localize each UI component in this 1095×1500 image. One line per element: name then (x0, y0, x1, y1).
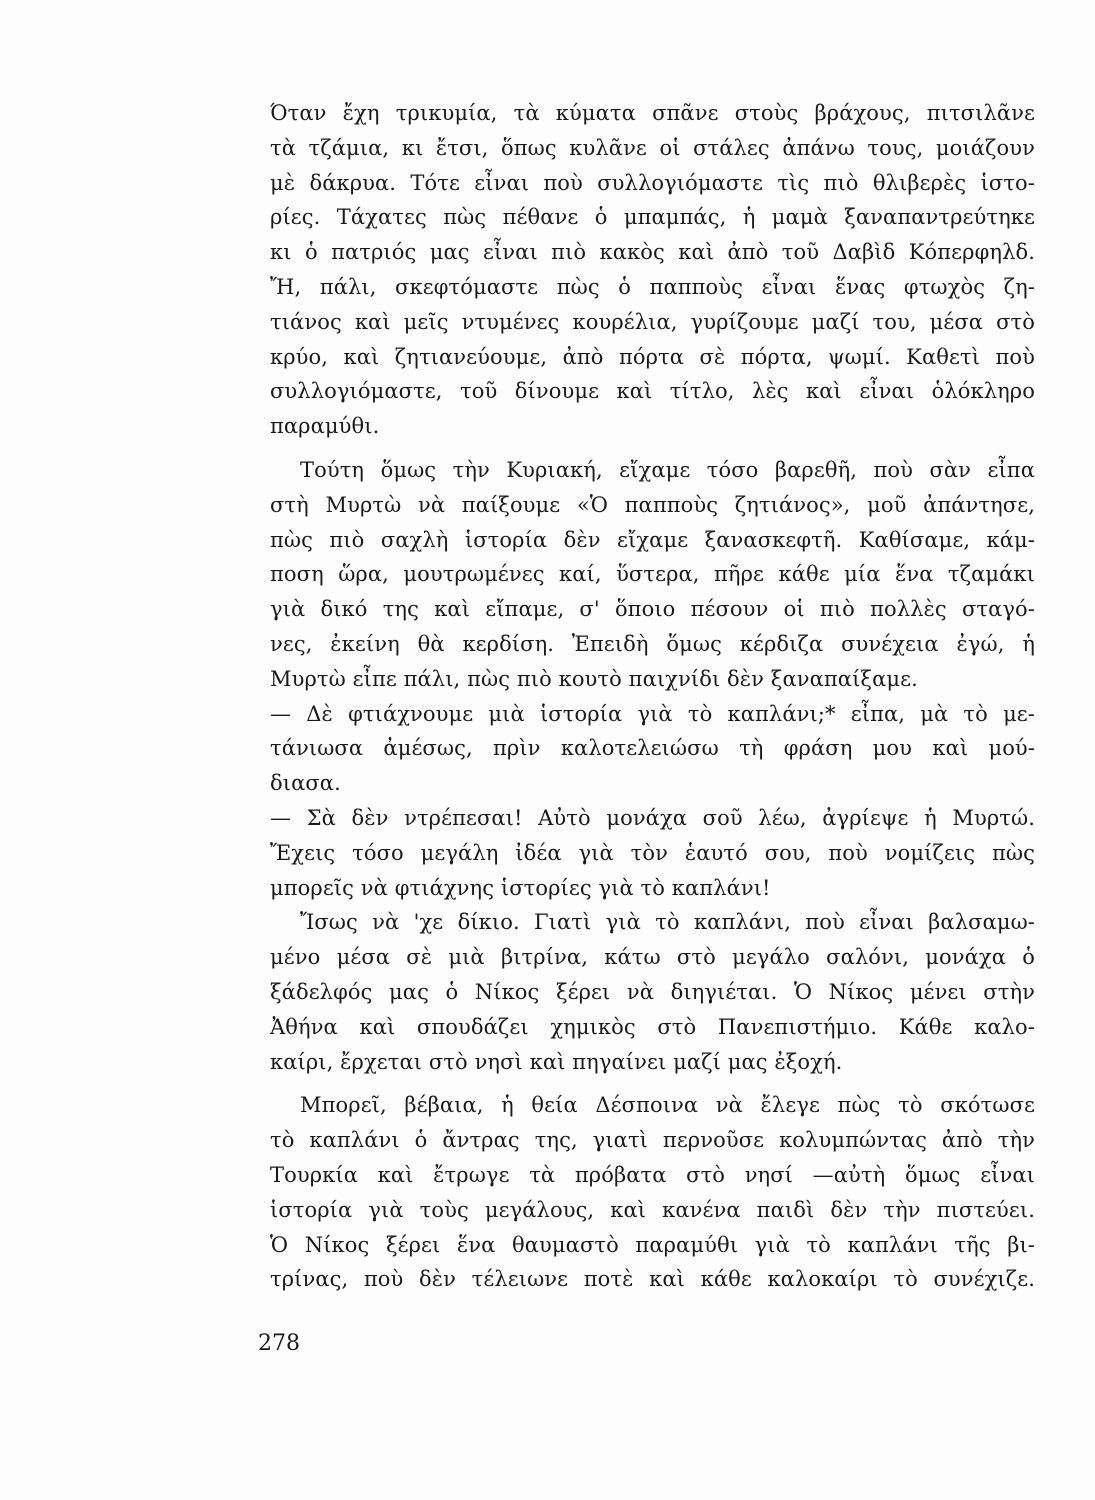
text-line: Μπορεῖ, βέβαια, ἡ θεία Δέσποινα νὰ ἔλεγε πὼς τὸ σκότωσε (300, 1093, 1035, 1118)
text-line: ρίες. Τάχατες πὼς πέθανε ὁ μπαμπάς, ἡ μαμὰ ξαναπαντρεύτηκε (270, 205, 1035, 230)
text-line: νες, ἐκείνη θὰ κερδίση. Ἐπειδὴ ὅμως κέρδιζα συνέχεια ἐγώ, ἡ (270, 631, 1035, 656)
text-line: καίρι, ἔρχεται στὸ νησὶ καὶ πηγαίνει μαζί μας ἐξοχή. (270, 1049, 843, 1074)
text-line: ξάδελφός μας ὁ Νίκος ξέρει νὰ διηγιέται. Ὁ Νίκος μένει στὴν (270, 979, 1035, 1004)
page-number: 278 (258, 1331, 300, 1356)
text-line: πὼς πιὸ σαχλὴ ἱστορία δὲν εἴχαμε ξανασκεφτῆ. Καθίσαμε, κάμ- (270, 527, 1035, 552)
text-line: Τούτη ὅμως τὴν Κυριακή, εἴχαμε τόσο βαρεθῆ, ποὺ σὰν εἶπα (300, 457, 1035, 482)
text-line: γιὰ δικό της καὶ εἴπαμε, σ' ὅποιο πέσουν οἱ πιὸ πολλὲς σταγό- (270, 597, 1035, 622)
text-line: διασα. (270, 771, 341, 796)
text-line: ποση ὥρα, μουτρωμένες καί, ὕστερα, πῆρε κάθε μία ἕνα τζαμάκι (270, 562, 1035, 587)
text-line: Ἤ, πάλι, σκεφτόμαστε πὼς ὁ παπποὺς εἶναι ἕνας φτωχὸς ζη- (270, 274, 1035, 299)
text-line: κρύο, καὶ ζητιανεύουμε, ἀπὸ πόρτα σὲ πόρτα, ψωμί. Καθετὶ ποὺ (270, 344, 1035, 369)
dialogue-line: — Σὰ δὲν ντρέπεσαι! Αὐτὸ μονάχα σοῦ λέω, ἀγρίεψε ἡ Μυρτώ. (270, 805, 1035, 830)
text-line: τὰ τζάμια, κι ἔτσι, ὅπως κυλᾶνε οἱ στάλες ἀπάνω τους, μοιάζουν (270, 135, 1035, 160)
text-line: ἱστορία γιὰ τοὺς μεγάλους, καὶ κανένα παιδὶ δὲν τὴν πιστεύει. (270, 1197, 1035, 1222)
paragraph-gap (270, 444, 1035, 453)
text-line: τάνιωσα ἀμέσως, πρὶν καλοτελειώσω τὴ φράση μου καὶ μού- (270, 736, 1035, 761)
text-line: μένο μέσα σὲ μιὰ βιτρίνα, κάτω στὸ μεγάλο σαλόνι, μονάχα ὁ (270, 945, 1035, 970)
text-line: στὴ Μυρτὼ νὰ παίξουμε «Ὁ παπποὺς ζητιάνος», μοῦ ἀπάντησε, (270, 492, 1035, 517)
text-line: Ἔχεις τόσο μεγάλη ἰδέα γιὰ τὸν ἑαυτό σου, ποὺ νομίζεις πὼς (270, 840, 1035, 865)
text-line: τὸ καπλάνι ὁ ἄντρας της, γιατὶ περνοῦσε κολυμπώντας ἀπὸ τὴν (270, 1128, 1035, 1153)
text-line: Ἴσως νὰ 'χε δίκιο. Γιατὶ γιὰ τὸ καπλάνι, ποὺ εἶναι βαλσαμω- (300, 910, 1035, 935)
text-line: τρίνας, ποὺ δὲν τέλειωνε ποτὲ καὶ κάθε καλοκαίρι τὸ συνέχιζε. (270, 1267, 1035, 1292)
text-line: Ἀθήνα καὶ σπουδάζει χημικὸς στὸ Πανεπιστήμιο. Κάθε καλο- (270, 1014, 1035, 1039)
text-line: Όταν ἔχη τρικυμία, τὰ κύματα σπᾶνε στοὺς βράχους, πιτσιλᾶνε (270, 101, 1035, 125)
body-text (270, 96, 1035, 1297)
text-line: μὲ δάκρυα. Τότε εἶναι ποὺ συλλογιόμαστε τὶς πιὸ θλιβερὲς ἱστο- (270, 170, 1035, 195)
text-line: Τουρκία καὶ ἔτρωγε τὰ πρόβατα στὸ νησί —αὐτὴ ὅμως εἶναι (270, 1162, 1035, 1187)
dialogue-line: — Δὲ φτιάχνουμε μιὰ ἱστορία γιὰ τὸ καπλάνι;* εἶπα, μὰ τὸ με- (270, 701, 1035, 726)
text-line: μπορεῖς νὰ φτιάχνης ἱστορίες γιὰ τὸ καπλάνι! (270, 875, 771, 900)
text-line: τιάνος καὶ μεῖς ντυμένες κουρέλια, γυρίζουμε μαζί του, μέσα στὸ (270, 309, 1035, 334)
text-line: παραμύθι. (270, 414, 380, 439)
text-line: Ὁ Νίκος ξέρει ἕνα θαυμαστὸ παραμύθι γιὰ τὸ καπλάνι τῆς βι- (270, 1232, 1035, 1257)
text-line: κι ὁ πατριός μας εἶναι πιὸ κακὸς καὶ ἀπὸ τοῦ Δαβὶδ Κόπερφηλδ. (270, 240, 1035, 265)
text-line: Μυρτὼ εἶπε πάλι, πὼς πιὸ κουτὸ παιχνίδι δὲν ξαναπαίξαμε. (270, 666, 918, 691)
text-line: συλλογιόμαστε, τοῦ δίνουμε καὶ τίτλο, λὲς καὶ εἶναι ὁλόκληρο (270, 379, 1035, 404)
paragraph-gap (270, 1079, 1035, 1088)
